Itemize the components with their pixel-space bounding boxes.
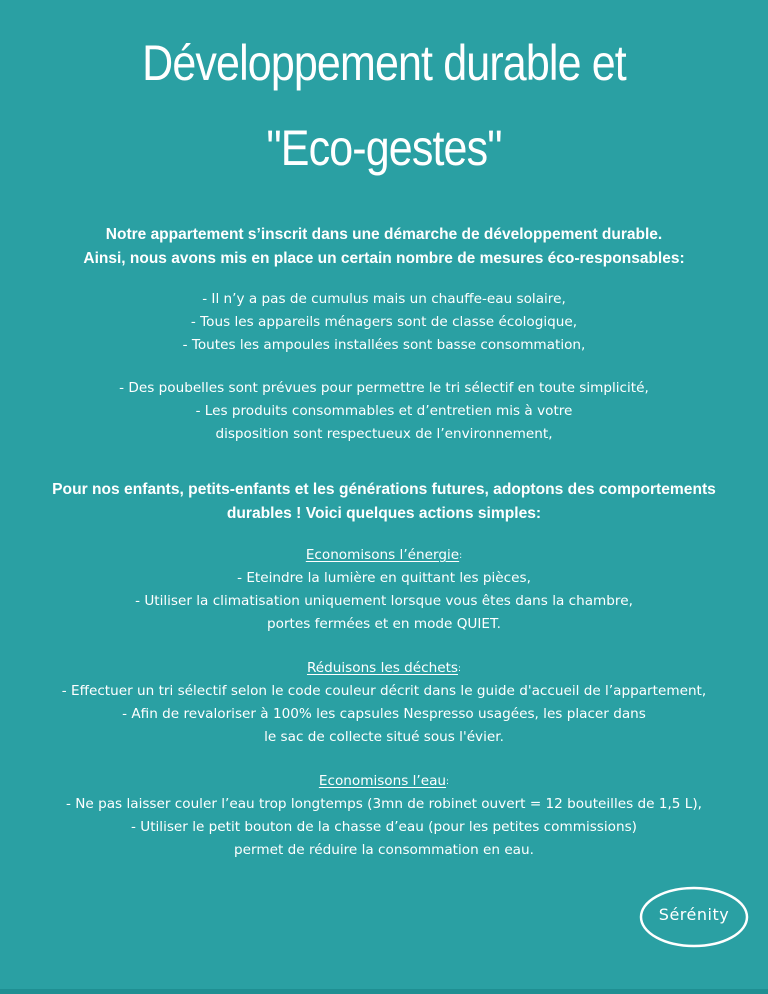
page-title-line-1: Développement durable et <box>142 35 626 91</box>
section-heading-energie <box>0 545 768 566</box>
measure-item: - Des poubelles sont prévues pour permettre le tri sélectif en toute simplicité, <box>119 380 649 396</box>
intro-line-1: Notre appartement s’inscrit dans une démarche de développement durable. <box>105 226 663 243</box>
section-line: - Afin de revaloriser à 100% les capsules Nespresso usagées, les placer dans <box>122 706 646 722</box>
intro-line-2: Ainsi, nous avons mis en place un certain nombre de mesures éco-responsables: <box>83 250 685 267</box>
section-heading-dechets <box>0 658 768 679</box>
page-title-line-2: "Eco-gestes" <box>266 120 502 176</box>
section-line: permet de réduire la consommation en eau. <box>234 842 534 858</box>
call-to-action-line-1: Pour nos enfants, petits-enfants et les générations futures, adoptons des comportements <box>52 481 716 498</box>
section-line: le sac de collecte situé sous l'évier. <box>264 729 504 745</box>
measure-item: - Tous les appareils ménagers sont de classe écologique, <box>190 314 578 330</box>
section-heading-text: Economisons l’énergie <box>305 547 460 563</box>
section-heading-text: Economisons l’eau <box>318 773 447 789</box>
bottom-divider <box>0 989 768 994</box>
section-line: - Ne pas laisser couler l’eau trop longtemps (3mn de robinet ouvert = 12 bouteilles de 1,5 L), <box>66 796 702 812</box>
serenity-logo <box>639 886 749 948</box>
measure-item: - Il n’y a pas de cumulus mais un chauffe-eau solaire, <box>202 291 566 307</box>
measure-item: - Toutes les ampoules installées sont basse consommation, <box>182 337 586 353</box>
logo-text: Sérénity <box>658 905 730 924</box>
section-line: - Effectuer un tri sélectif selon le code couleur décrit dans le guide d'accueil de l’appartement, <box>61 683 707 699</box>
section-heading-colon: : <box>459 551 463 561</box>
section-heading-colon: : <box>458 664 462 674</box>
measure-item: - Les produits consommables et d’entretien mis à votre <box>195 403 573 419</box>
section-heading-colon: : <box>446 777 450 787</box>
section-line: portes fermées et en mode QUIET. <box>267 616 501 632</box>
section-line: - Utiliser le petit bouton de la chasse d’eau (pour les petites commissions) <box>131 819 637 835</box>
call-to-action-line-2: durables ! Voici quelques actions simples: <box>226 505 542 522</box>
section-line: - Eteindre la lumière en quittant les pièces, <box>237 570 531 586</box>
section-heading-eau <box>0 771 768 792</box>
section-line: - Utiliser la climatisation uniquement lorsque vous êtes dans la chambre, <box>135 593 633 609</box>
section-heading-text: Réduisons les déchets <box>306 660 458 676</box>
measure-item: disposition sont respectueux de l’environnement, <box>215 426 553 442</box>
